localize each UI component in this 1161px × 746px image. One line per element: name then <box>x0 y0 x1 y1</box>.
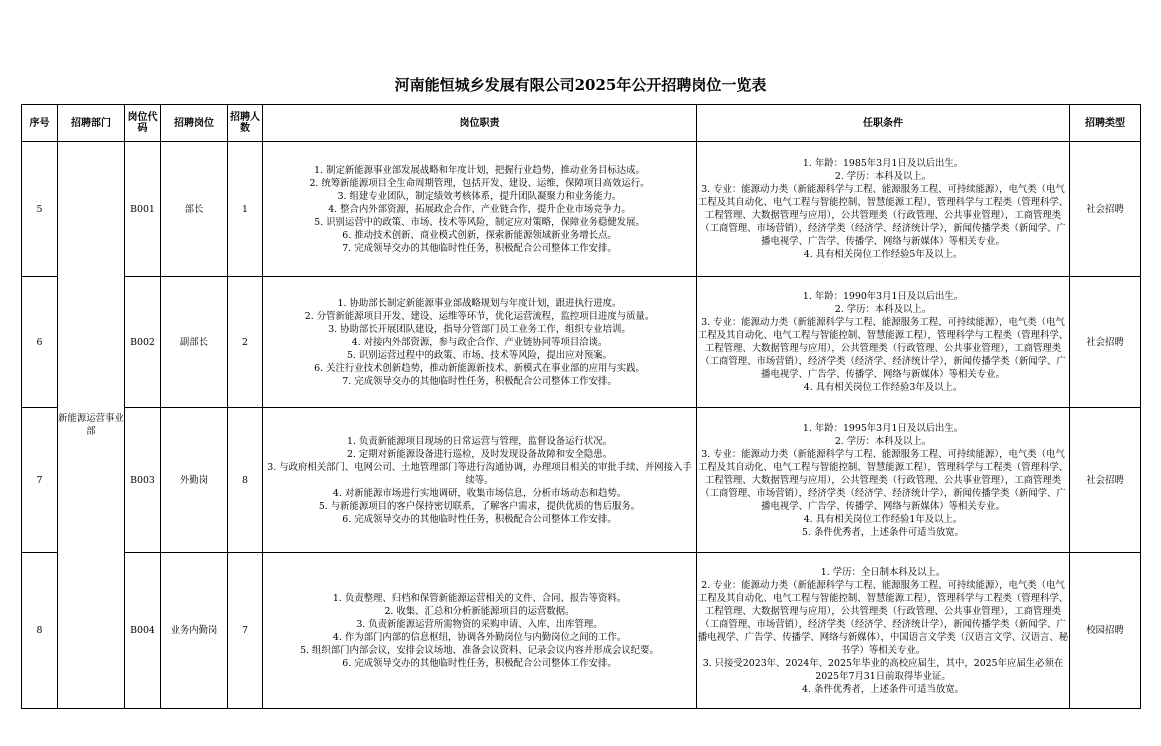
duty-line: 1. 负责新能源项目现场的日常运营与管理，监督设备运行状况。 <box>346 435 613 447</box>
duty-line: 6. 推动技术创新、商业模式创新，探索新能源领域新业务增长点。 <box>342 229 617 241</box>
header-row <box>22 105 1141 142</box>
header-count: 招聘人数 <box>228 105 263 142</box>
header-type: 招聘类型 <box>1070 105 1141 142</box>
cell-type: 社会招聘 <box>1070 142 1141 277</box>
req-line: 5. 条件优秀者，上述条件可适当放宽。 <box>802 526 964 538</box>
req-line: 3. 只接受2023年、2024年、2025年毕业的高校应届生，其中，2025年应届生必须在2025年7月31日前取得毕业证。 <box>702 657 1064 682</box>
cell-department: 新能源运营事业部 <box>58 142 125 709</box>
req-line: 2. 专业：能源动力类（新能源科学与工程、能源服务工程、可持续能源），电气类（电气工程及其自动化、电气工程与智能控制、智慧能源工程），管理科学与工程类（管理科学、工程管理、大数据管理与应用），公共管理类（行政管理、公共事业管理），工商管理类（工商管理、市场营销），经济学类（经济学、经济统计学），新闻传播学类（新闻学、广播电视学、广告学、传播学、网络与新媒体），中国语言文学类（汉语言文学、汉语言、秘书学）等相关专业。 <box>697 579 1069 656</box>
duty-line: 6. 完成领导交办的其他临时性任务，积极配合公司整体工作安排。 <box>342 657 617 669</box>
req-line: 1. 年龄：1995年3月1日及以后出生。 <box>802 422 964 434</box>
cell-count: 7 <box>228 553 263 709</box>
cell-duties <box>263 142 697 277</box>
req-line: 2. 学历：本科及以上。 <box>834 435 932 447</box>
duty-line: 2. 收集、汇总和分析新能源项目的运营数据。 <box>384 605 575 617</box>
cell-count: 1 <box>228 142 263 277</box>
header-post: 招聘岗位 <box>161 105 228 142</box>
cell-count: 8 <box>228 408 263 553</box>
req-line: 1. 年龄：1990年3月1日及以后出生。 <box>802 291 964 302</box>
req-line: 1. 年龄：1985年3月1日及以后出生。 <box>802 158 964 169</box>
duty-line: 2. 统筹新能源项目全生命周期管理，包括开发、建设、运维，保障项目高效运行。 <box>309 177 650 189</box>
duty-line: 3. 负责新能源运营所需物资的采购申请、入库、出库管理。 <box>356 618 603 630</box>
duty-line: 3. 协助部长开展团队建设，指导分管部门员工业务工作，组织专业培训。 <box>328 323 631 335</box>
duty-line: 2. 分管新能源项目开发、建设、运维等环节，优化运营流程，监控项目进度与质量。 <box>304 310 655 322</box>
duty-line: 3. 与政府相关部门、电网公司、土地管理部门等进行沟通协调，办理项目相关的审批手续、并网接入手续等。 <box>267 461 692 486</box>
header-req: 任职条件 <box>697 105 1070 142</box>
cell-seq: 6 <box>22 277 58 408</box>
duty-line: 1. 负责整理、归档和保管新能源运营相关的文件、合同、报告等资料。 <box>332 592 627 604</box>
duty-line: 5. 组织部门内部会议，安排会议场地、准备会议资料、记录会议内容并形成会议纪要。 <box>300 644 659 656</box>
duty-line: 4. 对接内外部资源，参与政企合作、产业链协同等项目洽谈。 <box>351 336 608 348</box>
cell-post: 部长 <box>161 142 228 277</box>
cell-post: 副部长 <box>161 277 228 408</box>
req-line: 2. 学历：本科及以上。 <box>834 171 932 182</box>
cell-seq: 7 <box>22 408 58 553</box>
cell-post: 业务内勤岗 <box>161 553 228 709</box>
duty-line: 4. 整合内外部资源，拓展政企合作、产业链合作，提升企业市场竞争力。 <box>328 203 631 215</box>
cell-seq: 8 <box>22 553 58 709</box>
req-line: 4. 具有相关岗位工作经验5年及以上。 <box>803 249 963 260</box>
req-line: 1. 学历：全日制本科及以上。 <box>820 566 946 578</box>
table-row <box>22 553 1141 709</box>
req-line: 3. 专业：能源动力类（新能源科学与工程、能源服务工程、可持续能源），电气类（电气工程及其自动化、电气工程与智能控制、智慧能源工程），管理科学与工程类（管理科学、工程管理、大数据管理与应用），公共管理类（行政管理、公共事业管理），工商管理类（工商管理、市场营销），经济学类（经济学、经济统计学），新闻传播学类（新闻学、广播电视学、广告学、传播学、网络与新媒体）等相关专业。 <box>697 317 1069 380</box>
duty-line: 1. 制定新能源事业部发展战略和年度计划，把握行业趋势，推动业务目标达成。 <box>314 164 645 176</box>
duty-line: 5. 与新能源项目的客户保持密切联系，了解客户需求，提供优质的售后服务。 <box>318 500 641 512</box>
cell-requirements <box>697 553 1070 709</box>
cell-duties <box>263 277 697 408</box>
req-line: 3. 专业：能源动力类（新能源科学与工程、能源服务工程、可持续能源），电气类（电气工程及其自动化、电气工程与智能控制、智慧能源工程），管理科学与工程类（管理科学、工程管理、大数据管理与应用），公共管理类（行政管理、公共事业管理），工商管理类（工商管理、市场营销），经济学类（经济学、经济统计学），新闻传播学类（新闻学、广播电视学、广告学、传播学、网络与新媒体）等相关专业。 <box>697 448 1069 512</box>
req-line: 4. 条件优秀者，上述条件可适当放宽。 <box>802 683 964 695</box>
cell-code: B002 <box>125 277 161 408</box>
duty-line: 6. 关注行业技术创新趋势，推动新能源新技术、新模式在事业部的应用与实践。 <box>314 362 645 374</box>
duty-line: 6. 完成领导交办的其他临时性任务，积极配合公司整体工作安排。 <box>342 513 617 525</box>
table-row <box>22 277 1141 408</box>
req-line: 4. 具有相关岗位工作经验1年及以上。 <box>803 513 963 525</box>
duty-line: 7. 完成领导交办的其他临时性任务，积极配合公司整体工作安排。 <box>342 242 617 254</box>
cell-type: 校园招聘 <box>1070 553 1141 709</box>
cell-type: 社会招聘 <box>1070 277 1141 408</box>
page-title: 河南能恒城乡发展有限公司2025年公开招聘岗位一览表 <box>394 76 767 94</box>
duty-line: 7. 完成领导交办的其他临时性任务，积极配合公司整体工作安排。 <box>342 375 617 387</box>
req-line: 3. 专业：能源动力类（新能源科学与工程、能源服务工程、可持续能源），电气类（电气工程及其自动化、电气工程与智能控制、智慧能源工程），管理科学与工程类（管理科学、工程管理、大数据管理与应用），公共管理类（行政管理、公共事业管理），工商管理类（工商管理、市场营销），经济学类（经济学、经济统计学），新闻传播学类（新闻学、广播电视学、广告学、传播学、网络与新媒体）等相关专业。 <box>697 184 1069 247</box>
header-duty: 岗位职责 <box>263 105 697 142</box>
cell-code: B001 <box>125 142 161 277</box>
recruitment-table <box>21 104 1141 709</box>
duty-line: 4. 作为部门内部的信息枢纽，协调各外勤岗位与内勤岗位之间的工作。 <box>332 631 627 643</box>
cell-code: B004 <box>125 553 161 709</box>
header-dept: 招聘部门 <box>58 105 125 142</box>
cell-code: B003 <box>125 408 161 553</box>
cell-requirements <box>697 142 1070 277</box>
duty-line: 5. 识别运营中的政策、市场、技术等风险，制定应对策略，保障业务稳健发展。 <box>314 216 645 228</box>
req-line: 2. 学历：本科及以上。 <box>834 304 932 315</box>
duty-line: 2. 定期对新能源设备进行巡检，及时发现设备故障和安全隐患。 <box>346 448 613 460</box>
duty-line: 4. 对新能源市场进行实地调研，收集市场信息，分析市场动态和趋势。 <box>332 487 627 499</box>
cell-requirements <box>697 277 1070 408</box>
duty-line: 1. 协助部长制定新能源事业部战略规划与年度计划，跟进执行进度。 <box>337 297 622 309</box>
cell-type: 社会招聘 <box>1070 408 1141 553</box>
header-code: 岗位代码 <box>125 105 161 142</box>
cell-seq: 5 <box>22 142 58 277</box>
cell-duties <box>263 553 697 709</box>
header-seq: 序号 <box>22 105 58 142</box>
cell-count: 2 <box>228 277 263 408</box>
cell-requirements <box>697 408 1070 553</box>
cell-duties <box>263 408 697 553</box>
cell-post: 外勤岗 <box>161 408 228 553</box>
table-row <box>22 408 1141 553</box>
duty-line: 5. 识别运营过程中的政策、市场、技术等风险，提出应对预案。 <box>346 349 613 361</box>
duty-line: 3. 组建专业团队，制定绩效考核体系，提升团队凝聚力和业务能力。 <box>337 190 622 202</box>
req-line: 4. 具有相关岗位工作经验3年及以上。 <box>803 382 963 393</box>
table-row <box>22 142 1141 277</box>
